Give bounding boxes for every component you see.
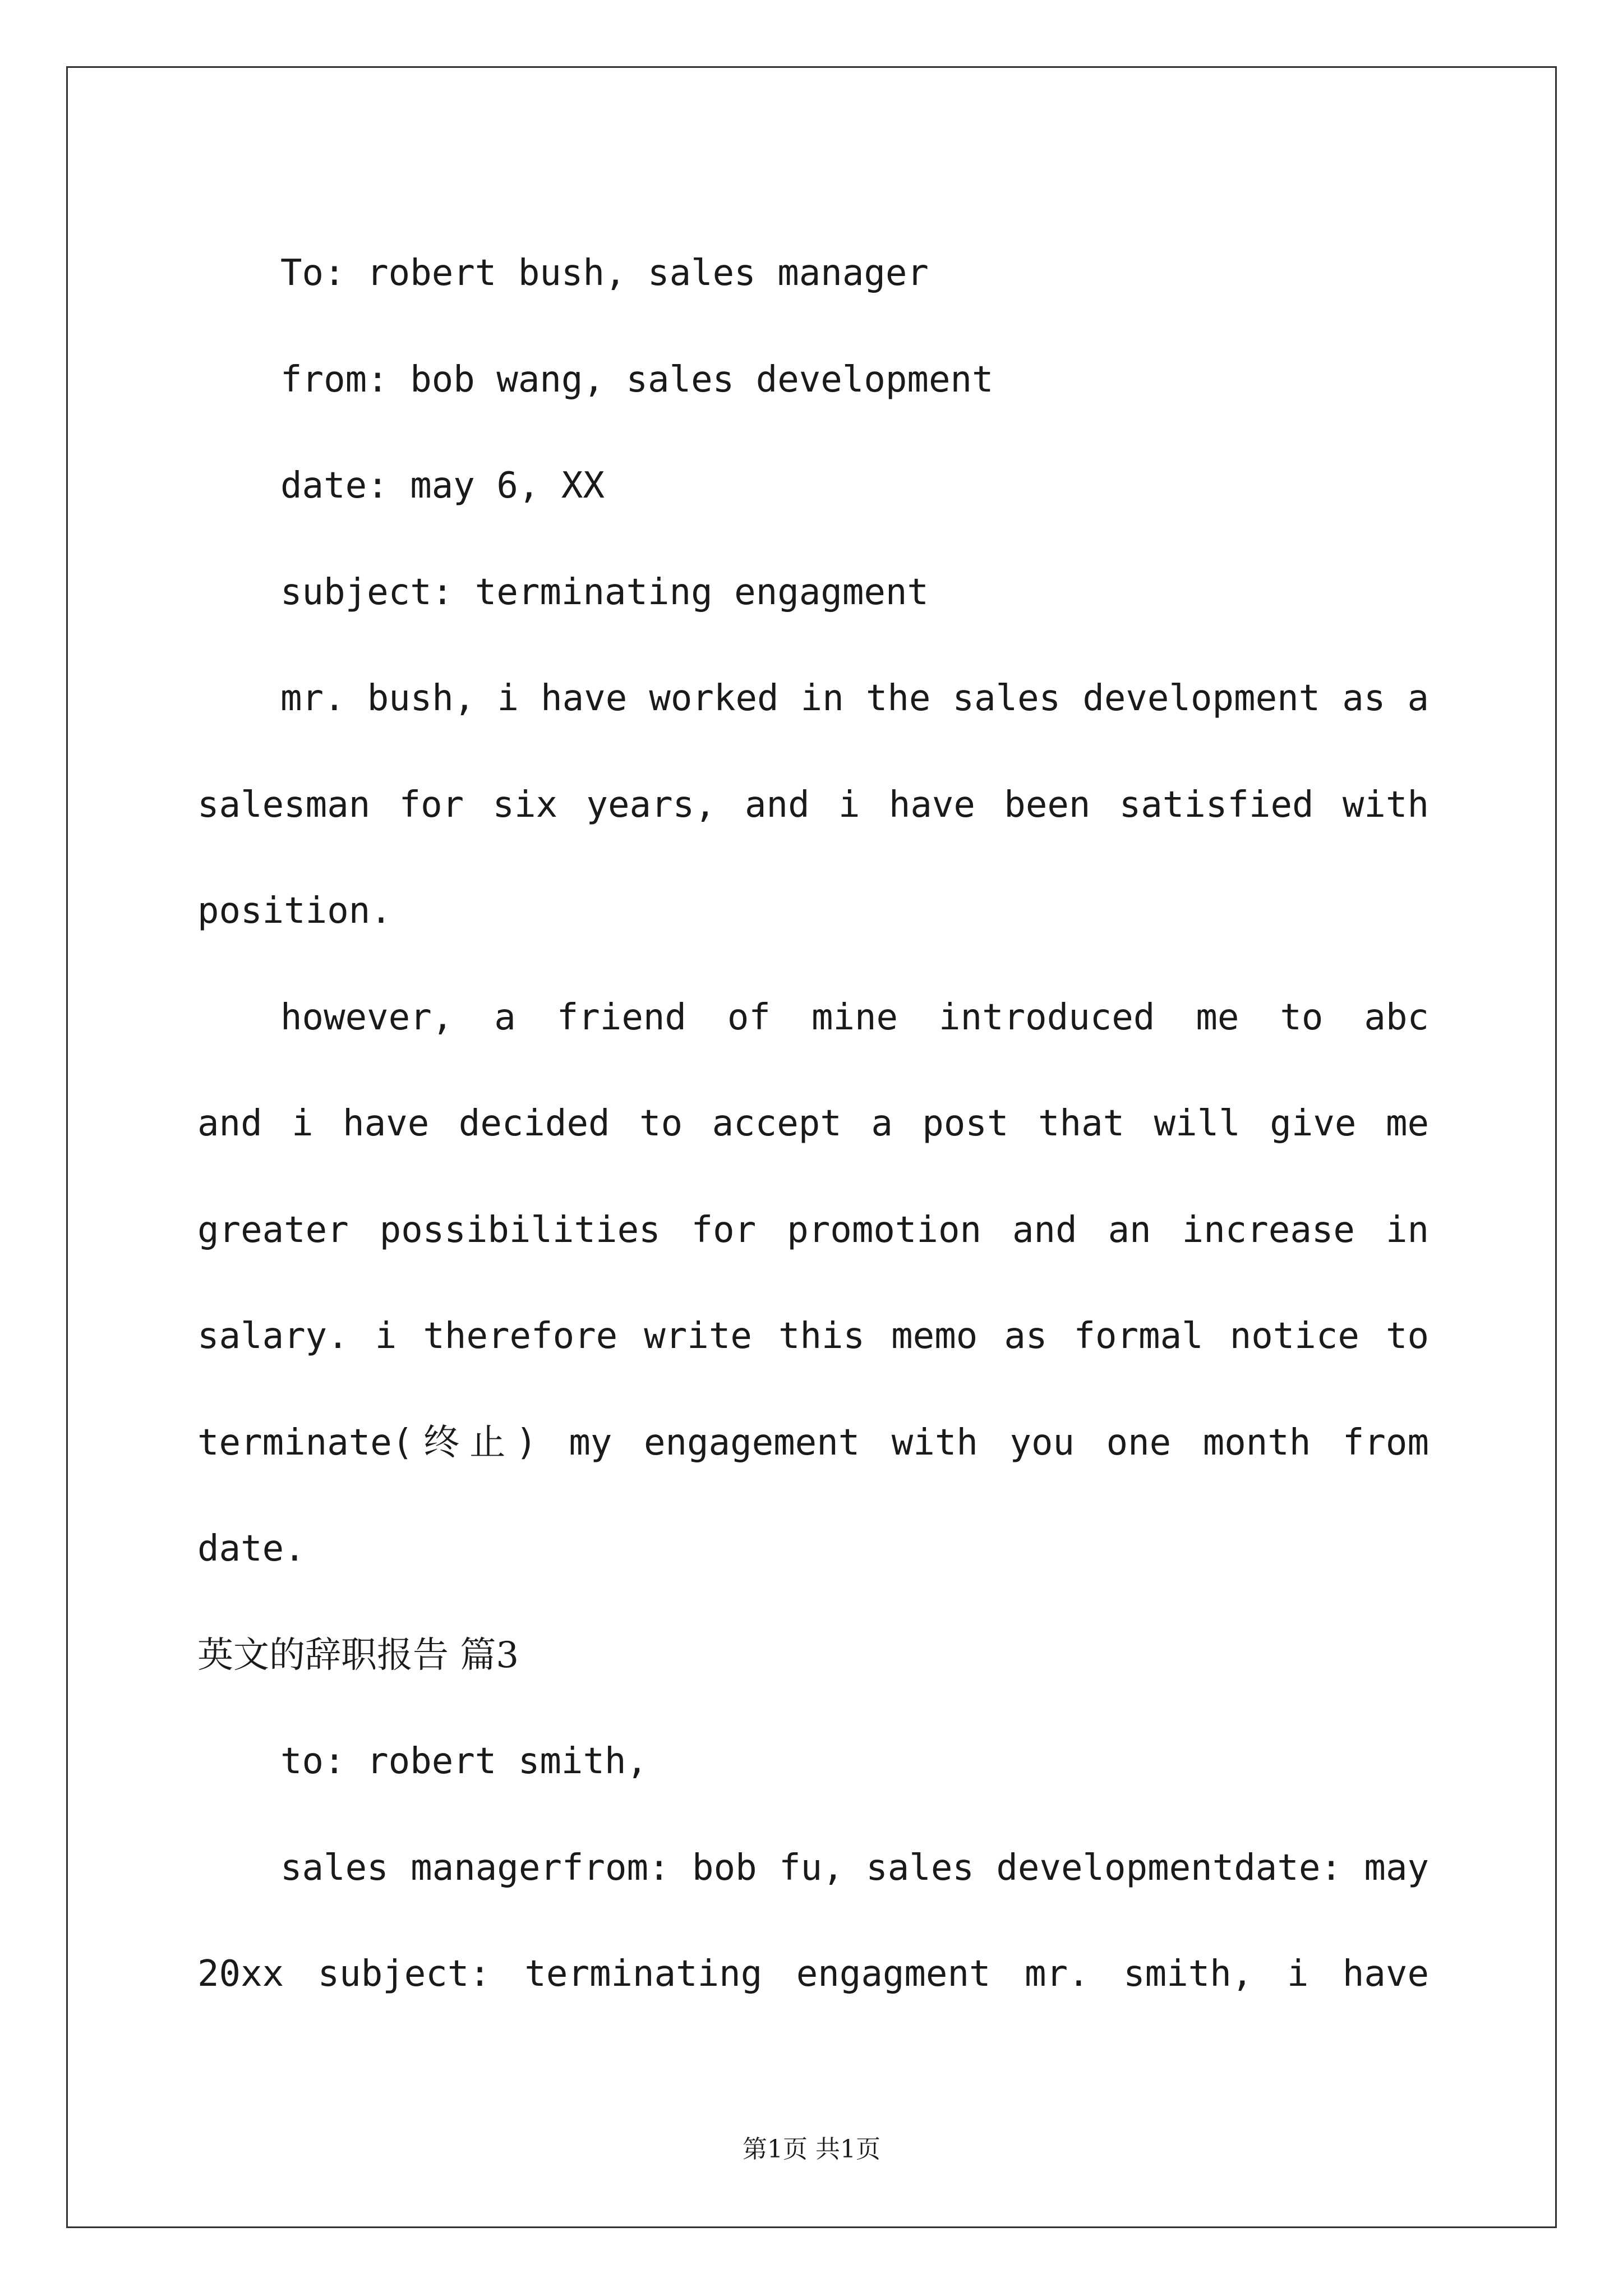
paragraph-line: mr. bush, i have worked in the sales development as a — [280, 678, 1429, 719]
section-heading: 英文的辞职报告 篇3 — [197, 1634, 519, 1676]
paragraph-line: terminate(终止) my engagement with you one month from — [197, 1421, 1429, 1464]
memo-to-line: to: robert smith, — [280, 1741, 648, 1782]
memo-date-line: date: may 6, XX — [280, 465, 605, 507]
paragraph-line: greater possibilities for promotion and an increase in — [197, 1209, 1429, 1251]
paragraph-line: 20xx subject: terminating engagment mr. smith, i have — [197, 1953, 1429, 1995]
paragraph-line: salary. i therefore write this memo as formal notice to — [197, 1315, 1429, 1357]
paragraph-line: date. — [197, 1528, 306, 1570]
memo-from-line: from: bob wang, sales development — [280, 358, 994, 401]
paragraph-line: however, a friend of mine introduced me to abc — [280, 996, 1429, 1038]
page-number-footer: 第1页 共1页 — [743, 2135, 880, 2164]
memo-to-line: To: robert bush, sales manager — [280, 252, 929, 294]
paragraph-line: and i have decided to accept a post that will give me — [197, 1103, 1429, 1144]
paragraph-line: position. — [197, 890, 392, 932]
document-body — [197, 220, 1429, 2028]
paragraph-line: sales managerfrom: bob fu, sales developmentdate: may — [280, 1847, 1429, 1889]
paragraph-line: salesman for six years, and i have been satisfied with — [197, 784, 1429, 826]
memo-subject-line: subject: terminating engagment — [280, 571, 929, 613]
